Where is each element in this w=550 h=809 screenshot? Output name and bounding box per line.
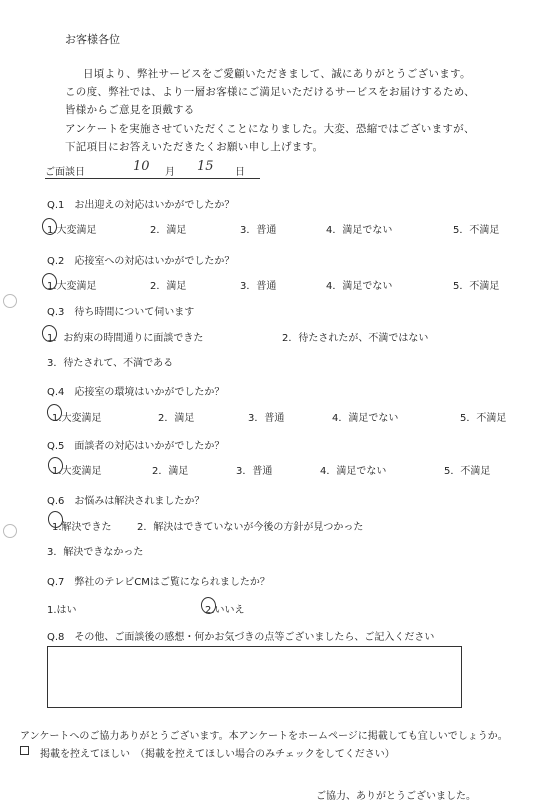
date-label: ご面談日 bbox=[45, 167, 85, 178]
day-unit: 日 bbox=[235, 167, 245, 178]
question-2: Q.2 応接室への対応はいかがでしたか？ bbox=[47, 256, 235, 267]
q5-option-3[interactable]: 3．普通 bbox=[236, 466, 273, 477]
question-7: Q.7 弊社のテレビCMはご覧になられましたか？ bbox=[47, 577, 270, 588]
month-unit: 月 bbox=[165, 167, 175, 178]
q5-option-4[interactable]: 4．満足でない bbox=[320, 466, 387, 477]
q3-option-3[interactable]: 3．待たされて、不満である bbox=[47, 358, 174, 369]
closing-text: ご協力、ありがとうございました。 bbox=[316, 791, 476, 802]
q2-option-2[interactable]: 2．満足 bbox=[150, 281, 187, 292]
q7-option-2[interactable]: 2.いいえ bbox=[205, 605, 245, 616]
question-4: Q.4 応接室の環境はいかがでしたか？ bbox=[47, 387, 225, 398]
question-3: Q.3 待ち時間について伺います bbox=[47, 307, 195, 318]
comment-box[interactable] bbox=[47, 646, 462, 708]
q4-option-4[interactable]: 4．満足でない bbox=[332, 413, 399, 424]
q3-option-1[interactable]: 1．お約束の時間通りに面談できた bbox=[47, 333, 204, 344]
q5-option-1[interactable]: 1.大変満足 bbox=[52, 466, 102, 477]
intro-line: この度、弊社では、より一層お客様にご満足いただけるサービスをお届けするため、 bbox=[65, 86, 475, 98]
q1-option-3[interactable]: 3．普通 bbox=[240, 225, 277, 236]
question-6: Q.6 お悩みは解決されましたか？ bbox=[47, 496, 205, 507]
q6-option-2[interactable]: 2．解決はできていないが今後の方針が見つかった bbox=[137, 522, 364, 533]
checkbox-label: 掲載を控えてほしい （掲載を控えてほしい場合のみチェックをしてください） bbox=[40, 749, 395, 760]
q3-option-2[interactable]: 2．待たされたが、不満ではない bbox=[282, 333, 429, 344]
q4-option-1[interactable]: 1.大変満足 bbox=[52, 413, 102, 424]
interview-date-field[interactable] bbox=[45, 160, 260, 179]
q1-option-5[interactable]: 5．不満足 bbox=[453, 225, 500, 236]
q2-option-5[interactable]: 5．不満足 bbox=[453, 281, 500, 292]
day-value: 15 bbox=[197, 159, 214, 174]
q1-option-2[interactable]: 2．満足 bbox=[150, 225, 187, 236]
q2-option-3[interactable]: 3．普通 bbox=[240, 281, 277, 292]
q1-option-1[interactable]: 1.大変満足 bbox=[47, 225, 97, 236]
intro-line: アンケートを実施させていただくことになりました。大変、恐縮ではございますが、 bbox=[65, 123, 475, 135]
month-value: 10 bbox=[133, 159, 150, 174]
q4-option-5[interactable]: 5．不満足 bbox=[460, 413, 507, 424]
q5-option-2[interactable]: 2．満足 bbox=[152, 466, 189, 477]
greeting: お客様各位 bbox=[65, 33, 120, 46]
question-1: Q.1 お出迎えの対応はいかがでしたか？ bbox=[47, 200, 235, 211]
punch-hole bbox=[3, 524, 17, 538]
q1-option-4[interactable]: 4．満足でない bbox=[326, 225, 393, 236]
q6-option-1[interactable]: 1.解決できた bbox=[52, 522, 112, 533]
intro-line: 皆様からご意見を頂戴する bbox=[65, 104, 195, 116]
q2-option-4[interactable]: 4．満足でない bbox=[326, 281, 393, 292]
question-8: Q.8 その他、ご面談後の感想・何かお気づきの点等ございましたら、ご記入ください bbox=[47, 632, 435, 643]
no-publish-checkbox[interactable] bbox=[20, 746, 29, 755]
intro-line: 日頃より、弊社サービスをご愛顧いただきまして、誠にありがとうございます。 bbox=[83, 68, 471, 80]
q5-option-5[interactable]: 5．不満足 bbox=[444, 466, 491, 477]
q7-option-1[interactable]: 1.はい bbox=[47, 605, 77, 616]
punch-hole bbox=[3, 294, 17, 308]
publish-question: アンケートへのご協力ありがとうございます。本アンケートをホームページに掲載しても宜しいでしょうか。 bbox=[20, 731, 508, 742]
q4-option-3[interactable]: 3．普通 bbox=[248, 413, 285, 424]
q4-option-2[interactable]: 2．満足 bbox=[158, 413, 195, 424]
q6-option-3[interactable]: 3．解決できなかった bbox=[47, 547, 144, 558]
q2-option-1[interactable]: 1.大変満足 bbox=[47, 281, 97, 292]
intro-line: 下記項目にお答えいただきたくお願い申し上げます。 bbox=[65, 141, 324, 153]
question-5: Q.5 面談者の対応はいかがでしたか？ bbox=[47, 441, 225, 452]
